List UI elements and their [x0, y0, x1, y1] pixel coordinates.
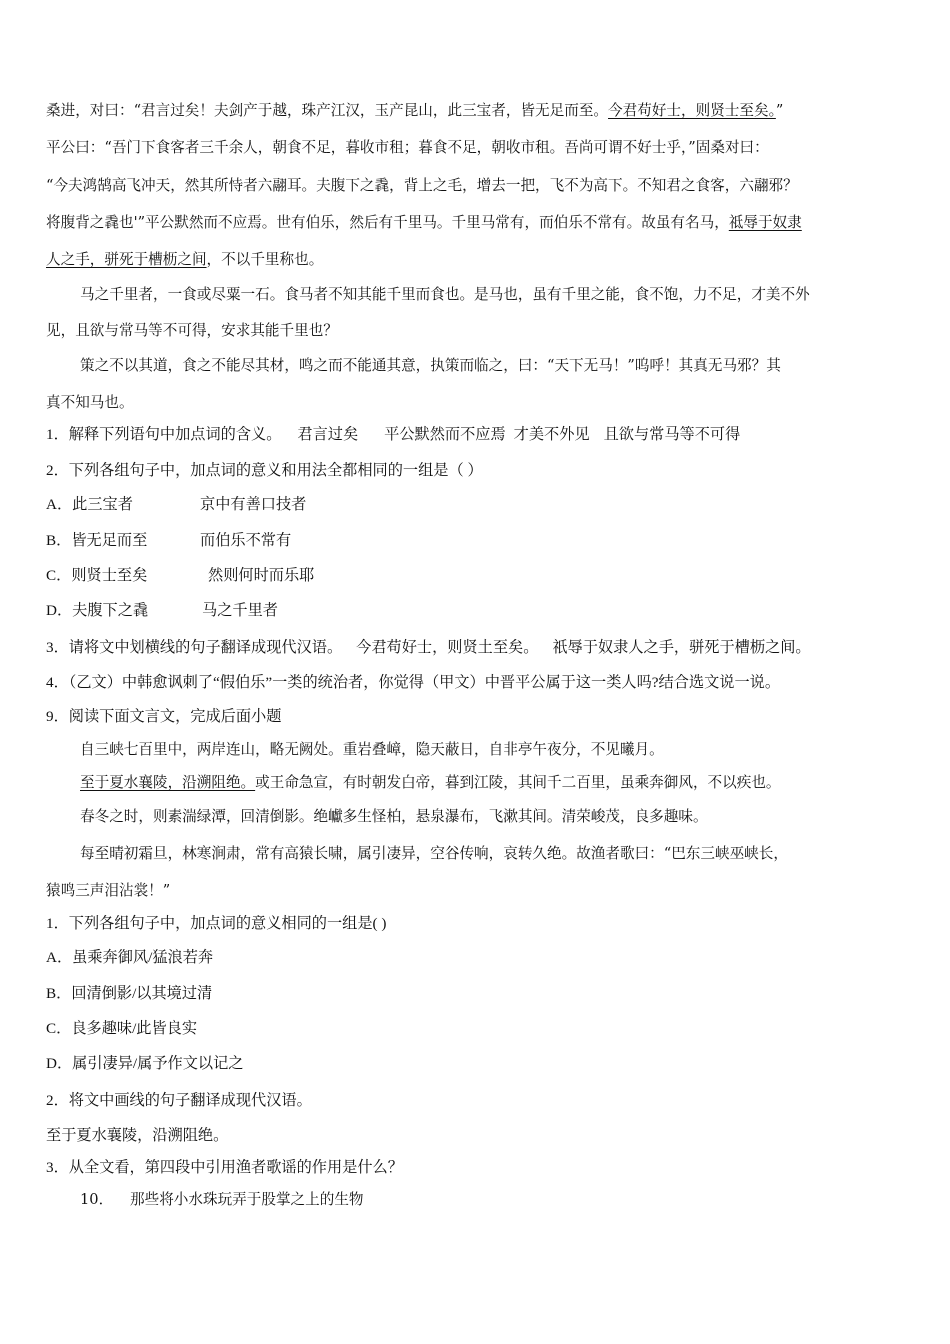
q9-passage-p2: 至于夏水襄陵，沿溯阻绝。或王命急宣，有时朝发白帝，暮到江陵，其间千二百里，虽乘奔御风，不以疾也。 — [80, 774, 781, 791]
q9-1-option-d: D．属引凄异/属予作文以记之 — [46, 1055, 244, 1072]
q8-2-option-b: B．皆无足而至 而伯乐不常有 — [46, 532, 292, 549]
q9-1-stem: 1．下列各组句子中，加点词的意义相同的一组是( ) — [46, 915, 387, 932]
passage-yi-line-3: 策之不以其道，食之不能尽其材，鸣之而不能通其意，执策而临之，曰：“天下无马！”呜呼！其真无马邪？其 — [80, 357, 781, 374]
q9-2-sentence: 至于夏水襄陵，沿溯阻绝。 — [46, 1127, 229, 1144]
passage-yi-line-2: 见，且欲与常马等不可得，安求其能千里也？ — [46, 322, 338, 339]
q8-3: 3．请将文中划横线的句子翻译成现代汉语。 今君苟好士，则贤土至矣。 祇辱于奴隶人之手，骈死于槽枥之间。 — [46, 639, 811, 656]
q9-passage-p4-line-1: 每至晴初霜旦，林寒涧肃，常有高猿长啸，属引凄异，空谷传响，哀转久绝。故渔者歌曰：“巴东三峡巫峡长， — [80, 845, 788, 862]
passage-jia-line-1: 桑进，对曰：“君言过矣！夫剑产于越，珠产江汉，玉产昆山，此三宝者，皆无足而至。今君苟好士，则贤士至矣。” — [46, 102, 784, 119]
passage-yi-line-1: 马之千里者，一食或尽粟一石。食马者不知其能千里而食也。是马也，虽有千里之能，食不饱，力不足，才美不外 — [80, 286, 810, 303]
q9-1-option-a: A．虽乘奔御风/猛浪若奔 — [46, 949, 214, 966]
q9-1-option-b: B．回清倒影/以其境过清 — [46, 985, 213, 1002]
underlined-sentence-1: 今君苟好士，则贤士至矣。 — [608, 102, 776, 119]
q8-2-option-a: A．此三宝者 京中有善口技者 — [46, 496, 307, 513]
passage-yi-line-4: 真不知马也。 — [46, 394, 134, 411]
q8-2-stem: 2．下列各组句子中，加点词的意义和用法全都相同的一组是（ ） — [46, 462, 483, 479]
q9-underlined-sentence: 至于夏水襄陵，沿溯阻绝。 — [80, 774, 256, 791]
q8-1: 1．解释下列语句中加点词的含义。 君言过矣 平公默然而不应焉 才美不外见 且欲与常马等不可得 — [46, 426, 741, 443]
q9-title: 9．阅读下面文言文，完成后面小题 — [46, 708, 282, 725]
passage-jia-line-3: “今夫鸿鹄高飞冲天，然其所恃者六翮耳。夫腹下之毳，背上之毛，增去一把，飞不为高下。不知君之食客，六翮邪？ — [46, 177, 798, 194]
q9-passage-p3: 春冬之时，则素湍绿潭，回清倒影。绝巘多生怪柏，悬泉瀑布，飞漱其间。清荣峻茂，良多趣味。 — [80, 808, 708, 825]
q8-2-option-c: C．则贤士至矣 然则何时而乐耶 — [46, 567, 315, 584]
passage-jia-line-2: 平公曰：“吾门下食客者三千余人，朝食不足，暮收市租；暮食不足，朝收市租。吾尚可谓不好士乎，”固桑对曰： — [46, 139, 769, 156]
q9-3-stem: 3．从全文看，第四段中引用渔者歌谣的作用是什么？ — [46, 1159, 403, 1176]
q9-2-stem: 2．将文中画线的句子翻译成现代汉语。 — [46, 1092, 312, 1109]
underlined-sentence-2b: 人之手，骈死于槽枥之间 — [46, 251, 207, 268]
q9-passage-p4-line-2: 猿鸣三声泪沾裳！” — [46, 882, 171, 899]
q8-2-option-d: D．夫腹下之毳 马之千里者 — [46, 602, 278, 619]
q9-passage-p1: 自三峡七百里中，两岸连山，略无阙处。重岩叠嶂，隐天蔽日，自非亭午夜分，不见曦月。 — [80, 741, 664, 758]
q10-heading: 10． 那些将小水珠玩弄于股掌之上的生物 — [80, 1191, 364, 1208]
passage-jia-line-5: 人之手，骈死于槽枥之间，不以千里称也。 — [46, 251, 324, 268]
underlined-sentence-2a: 祗辱于奴隶 — [728, 214, 802, 231]
q9-1-option-c: C．良多趣味/此皆良实 — [46, 1020, 198, 1037]
passage-jia-line-4: 将腹背之毳也'”平公默然而不应焉。世有伯乐，然后有千里马。千里马常有，而伯乐不常有。故虽有名马，祗辱于奴隶 — [46, 214, 802, 231]
q8-4: 4．（乙文）中韩愈讽刺了“假伯乐”一类的统治者，你觉得（甲文）中晋平公属于这一类人吗?结合选文说一说。 — [46, 674, 781, 691]
